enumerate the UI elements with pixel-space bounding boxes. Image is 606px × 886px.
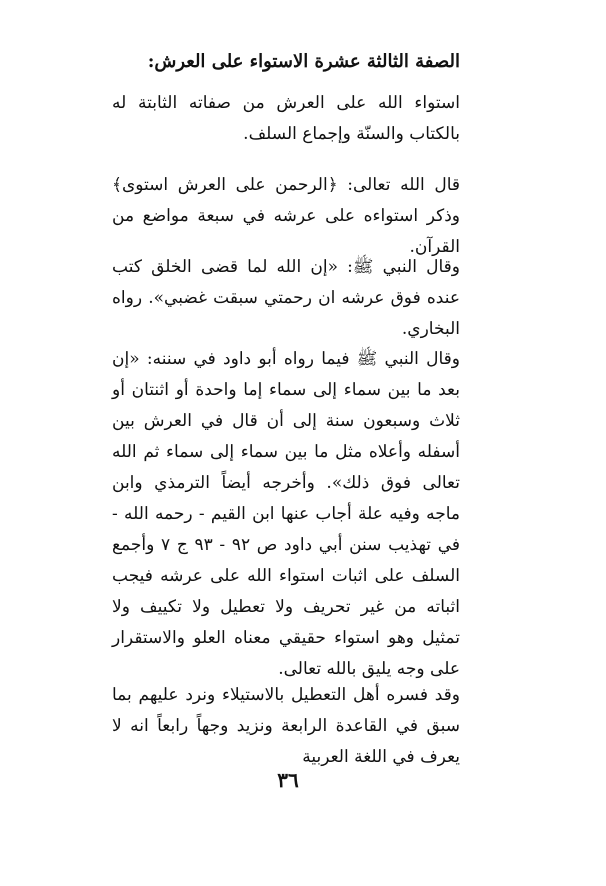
page-number: ٣٦	[277, 768, 299, 792]
paragraph-2: قال الله تعالى: ﴿الرحمن على العرش استوى﴾ وذكر استواءه على عرشه في سبعة مواضع من القرآن.	[112, 175, 460, 257]
paragraph-1: استواء الله على العرش من صفاته الثابتة له بالكتاب والسنّة وإجماع السلف.	[112, 93, 460, 144]
paragraph-5: وقد فسره أهل التعطيل بالاستيلاء ونرد عليهم بما سبق في القاعدة الرابعة ونزيد وجهاً رابعاً انه لا يعرف في اللغة العربية	[112, 685, 460, 767]
paragraph-4: وقال النبي ﷺ فيما رواه أبو داود في سننه: «إن بعد ما بين سماء إلى سماء إما واحدة أو اثنتان أو ثلاث وسبعون سنة إلى أن قال في العرش بين أسفله وأعلاه مثل ما بين سماء إلى سماء ثم الله تعالى فوق ذلك». وأخرجه أيضاً الترمذي وابن ماجه وفيه علة أجاب عنها ابن القيم - رحمه الله - في تهذيب سنن أبي داود ص ٩٢ - ٩٣ ج ٧ وأجمع السلف على اثبات استواء الله على عرشه فيجب اثباته من غير تحريف ولا تعطيل ولا تكييف ولا تمثيل وهو استواء حقيقي معناه العلو والاستقرار على وجه يليق بالله تعالى.	[112, 349, 460, 679]
paragraph-3: وقال النبي ﷺ: «إن الله لما قضى الخلق كتب عنده فوق عرشه ان رحمتي سبقت غضبي». رواه البخاري.	[112, 257, 460, 339]
section-title: الصفة الثالثة عشرة الاستواء على العرش:	[147, 51, 460, 72]
